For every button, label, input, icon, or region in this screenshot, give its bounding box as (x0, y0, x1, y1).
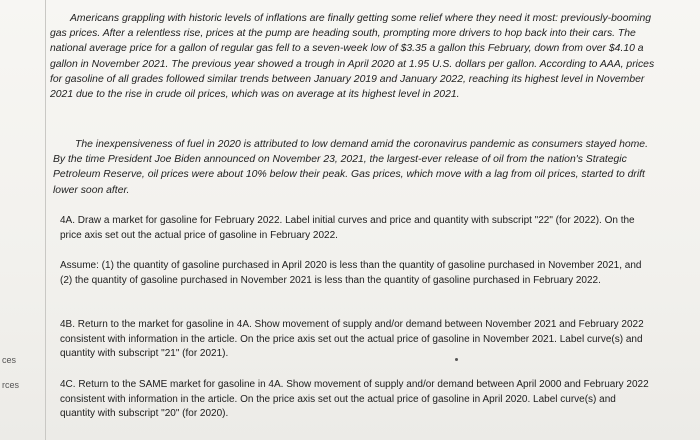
margin-divider (45, 0, 46, 440)
article-paragraph-1: Americans grappling with historic levels of inflations are finally getting some relief where they need it most: previously-booming gas prices. After a relentless rise, prices at the pump are heading south, prompting more drivers to hop back into their cars. The national average price for a gallon of regular gas fell to a seven-week low of $3.35 a gallon this February, down from over $4.10 a gallon in November 2021. The previous year showed a trough in April 2020 at 1.95 U.S. dollars per gallon. According to AAA, prices for gasoline of all grades followed similar trends between January 2019 and January 2022, reaching its highest level in November 2021 due to the rise in crude oil prices, which was on average at its highest level in 2021. (50, 13, 655, 101)
margin-label-2: rces (2, 380, 20, 390)
assumption-text: Assume: (1) the quantity of gasoline purchased in April 2020 is less than the quantity of gasoline purchased in November 2021, and (2) the quantity of gasoline purchased in November 2021 is less than the quantity of gasoline purchased in February 2022. (60, 260, 642, 286)
question-4a: 4A. Draw a market for gasoline for February 2022. Label initial curves and price and quantity with subscript "22" (for 2022). On the price axis set out the actual price of gasoline in February 2022. (60, 215, 635, 241)
question-4c: 4C. Return to the SAME market for gasoline in 4A. Show movement of supply and/or demand between April 2000 and February 2022 consistent with information in the article. On the price axis set out the actual price of gasoline in April 2020. Label curve(s) and quantity with subscript "20" (for 2020). (60, 379, 649, 420)
margin-label-1: ces (2, 355, 17, 365)
question-4b: 4B. Return to the market for gasoline in 4A. Show movement of supply and/or demand between November 2021 and February 2022 consistent with information in the article. On the price axis set out the actual price of gasoline in November 2021. Label curve(s) and quantity with subscript "21" (for 2021). (60, 319, 644, 360)
stray-dot-mark (455, 358, 458, 361)
article-paragraph-2: The inexpensiveness of fuel in 2020 is attributed to low demand amid the coronavirus pandemic as consumers stayed home. By the time President Joe Biden announced on November 23, 2021, the largest-ever release of oil from the nation's Strategic Petroleum Reserve, oil prices were about 10% below their peak. Gas prices, which move with a lag from oil prices, started to drift lower soon after. (53, 139, 648, 196)
